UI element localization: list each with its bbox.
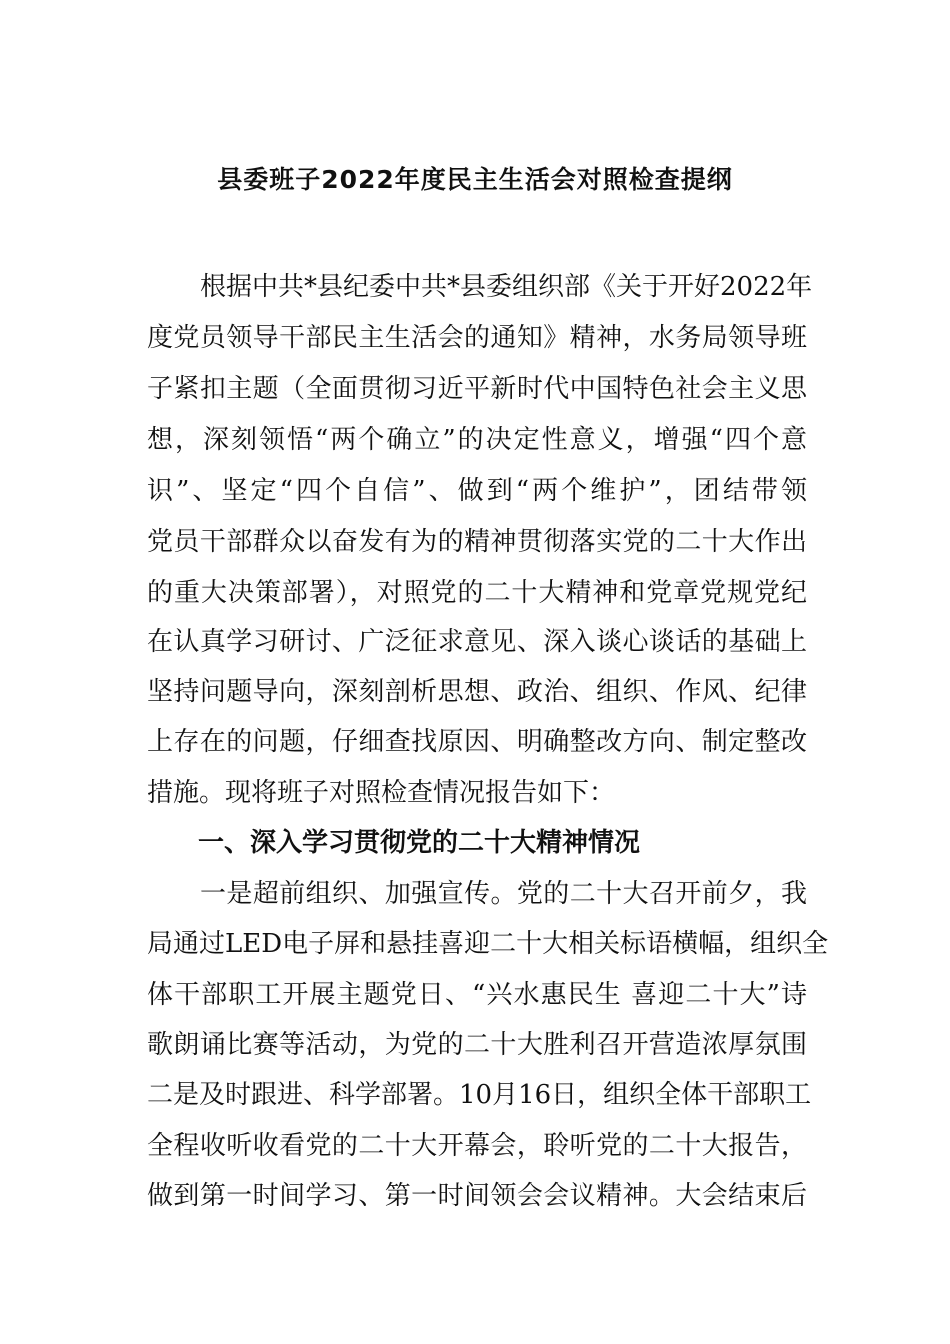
section-line: 二是及时跟进、科学部署。10月16日，组织全体干部职工 <box>147 1080 812 1110</box>
section-line: 体干部职工开展主题党日、“兴水惠民生 喜迎二十大”诗 <box>147 980 807 1010</box>
intro-line: 子紧扣主题（全面贯彻习近平新时代中国特色社会主义思 <box>147 374 807 404</box>
intro-line: 措施。现将班子对照检查情况报告如下： <box>147 778 616 808</box>
intro-line: 根据中共*县纪委中共*县委组织部《关于开好2022年 <box>200 272 813 302</box>
section-line: 做到第一时间学习、第一时间领会会议精神。大会结束后 <box>147 1181 807 1211</box>
intro-line: 坚持问题导向，深刻剖析思想、政治、组织、作风、纪律 <box>147 677 807 707</box>
intro-line: 识”、坚定“四个自信”、做到“两个维护”，团结带领 <box>147 476 807 506</box>
section-line: 一是超前组织、加强宣传。党的二十大召开前夕，我 <box>200 879 807 909</box>
intro-line: 的重大决策部署），对照党的二十大精神和党章党规党纪 <box>147 578 807 608</box>
intro-line: 度党员领导干部民主生活会的通知》精神，水务局领导班 <box>147 323 807 353</box>
section-line: 全程收听收看党的二十大开幕会，聆听党的二十大报告， <box>147 1131 807 1161</box>
intro-line: 在认真学习研讨、广泛征求意见、深入谈心谈话的基础上 <box>147 627 807 657</box>
intro-line: 党员干部群众以奋发有为的精神贯彻落实党的二十大作出 <box>147 527 807 557</box>
section-heading: 一、深入学习贯彻党的二十大精神情况 <box>198 828 641 858</box>
document-title: 县委班子2022年度民主生活会对照检查提纲 <box>217 165 733 194</box>
section-line: 歌朗诵比赛等活动，为党的二十大胜利召开营造浓厚氛围 <box>147 1030 807 1060</box>
intro-line: 想，深刻领悟“两个确立”的决定性意义，增强“四个意 <box>147 425 807 455</box>
section-line: 局通过LED电子屏和悬挂喜迎二十大相关标语横幅，组织全 <box>147 929 829 959</box>
intro-line: 上存在的问题，仔细查找原因、明确整改方向、制定整改 <box>147 727 807 757</box>
